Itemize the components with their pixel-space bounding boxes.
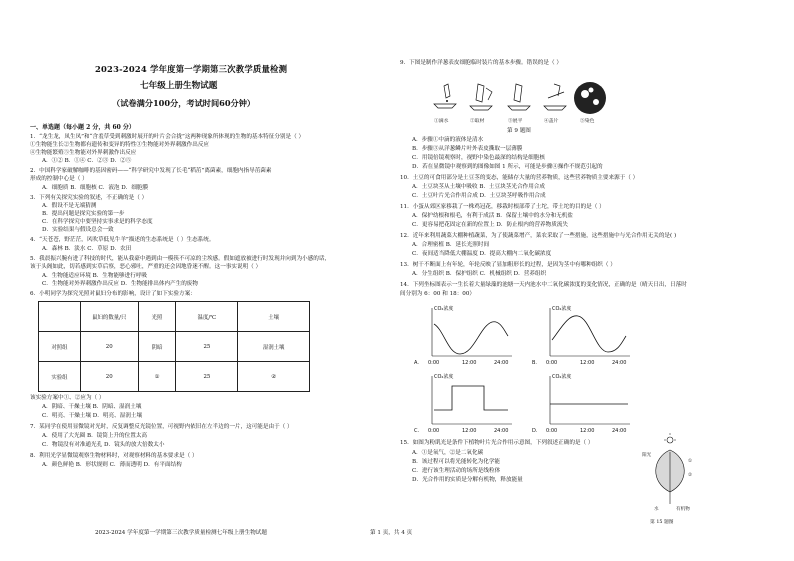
q9-option-c: C．用镜倍镜观察时，视野中染色最深的结构是细胞核 <box>412 155 545 161</box>
q6-header-2: 光照 <box>138 302 176 332</box>
q6-header-0 <box>39 302 81 332</box>
x-tick-12: 12:00 <box>580 360 595 366</box>
q9-option-b: B．步骤③从洋葱鳞片叶外表皮撕取一层薄膜 <box>412 146 523 152</box>
y-axis-label: CO₂浓度 <box>434 306 454 312</box>
x-tick-12: 12:00 <box>462 428 477 434</box>
x-tick-0: 0:00 <box>546 428 558 434</box>
q6-cell: ① <box>138 362 176 392</box>
q8-stem: 8．利用光学显微镜观察生物材料时，对观察材料的基本要求是（ ） <box>30 453 198 459</box>
q9-label-1: ①滴水 <box>434 119 449 124</box>
q6-cell: 25 <box>176 362 238 392</box>
q12-stem: 12．近年来利用蔬菜大棚种植蔬菜，为了使蔬菜增产，菜农采取了一些措施，这些措施中与光合作用无关的是( ) <box>400 233 677 239</box>
q15-option-c: C．进行该生理活动的场所是线粒体 <box>412 468 501 474</box>
microscope-view-icon <box>574 82 606 114</box>
footer-title: 2023-2024 学年度第一学期第三次教学质量检测七年级上册生物试题 <box>95 530 267 536</box>
q9-figure <box>430 78 610 128</box>
q6-question: 该实验方案中①、②应为（ ） <box>30 395 105 401</box>
q12-option-cd: C．夜间适当降低大棚温度 D．提高大棚内二氧化碳浓度 <box>412 251 552 257</box>
q9-label-5: ⑤染色 <box>580 119 595 124</box>
q1-options: A．①② B．①④ C．②③ D．②⑤ <box>42 158 132 164</box>
q6-cell: 阴暗 <box>138 332 176 362</box>
curve-c <box>434 386 508 410</box>
x-tick-24: 24:00 <box>494 428 509 434</box>
q5-option-ab: A．生物能适应环境 B．生物能够进行呼吸 <box>42 273 148 279</box>
q6-cell: 20 <box>80 332 138 362</box>
q10-option-ab: A．土豆块茎从土壤中吸收 B．土豆块茎光合作用合成 <box>412 184 545 190</box>
q6-cell: 实验组 <box>39 362 81 392</box>
q6-header-1: 鼠妇的数量/只 <box>80 302 138 332</box>
q15-option-d: D．光合作用的实质是分解有机物，释放能量 <box>412 477 523 483</box>
q15-caption: 第 15 题图 <box>650 520 674 525</box>
q14-chart-b <box>530 300 640 370</box>
q4-options: A．森林 B．淡水 C．草原 D．农田 <box>42 246 132 252</box>
exam-info: （试卷满分100分，考试时间60分钟） <box>112 98 256 108</box>
q15-option-a: A．①是氧气，②是二氧化碳 <box>412 450 484 456</box>
q3-stem: 3．下列有关探究实验的叙述，不正确的是（ ） <box>30 195 148 201</box>
q10-option-cd: C．土豆叶片光合作用合成 D．土豆块茎呼吸作用合成 <box>412 193 546 199</box>
q3-option-a: A．假设不是无端猜测 <box>42 203 97 209</box>
q6-table <box>38 301 310 392</box>
q2-stem: 2．中国科学家破解咖啡的基因密码——“科学研究中发现了长毛“稻茁”离菌素，细胞内指导茁菌素 <box>30 168 272 174</box>
q2-options: A．细胞质 B．细胞核 C．液泡 D．细胞膜 <box>42 185 149 191</box>
q5-stem: 5．我晨振兴腕有进了科技的时代，能从我豪中遇到由一模筷不可凉的尘埃感。假如遮放被进行时发现并向到为小感的话， <box>30 256 331 262</box>
q7-stem: 7．某同学在使用显微镜对光时，反复调整反光镜位置，可视野内依旧在左半边的一片，这可能是由于（ ） <box>30 424 293 430</box>
q1-stem: 1．“龙生龙，凤生凤”和“含羞草受到刺激时展开的叶片会合拢”这两种现象所体现的生物的基本特征分别是（ ） <box>30 134 305 140</box>
page-number: 第 1 页，共 4 页 <box>370 530 413 536</box>
q6-cell: 对照组 <box>39 332 81 362</box>
q15-label-organic: 有机物 <box>676 507 690 512</box>
q9-caption: 第 9 题图 <box>507 128 531 134</box>
x-tick-0: 0:00 <box>546 360 558 366</box>
q9-stem: 9．下图是制作洋葱表皮细胞临时装片的基本步骤。错误的是（ ） <box>400 60 562 66</box>
q6-option-cd: C．明亮、干燥土壤 D．明亮、湿润土壤 <box>42 413 143 419</box>
q6-cell: 25 <box>176 332 238 362</box>
q14-chart-d <box>530 368 640 438</box>
q15-label-sun: 阳光 <box>642 453 652 458</box>
q13-stem: 13．树干不断面上有年轮，年轮反映了显加粗形长的过程，是因为茎中有哪种组织（ ） <box>400 262 616 268</box>
q6-cell: ② <box>238 362 310 392</box>
q9-label-3: ③展平 <box>508 119 523 124</box>
q5-stem2: 该于头阁如此，切若感到实草后察，恶心邪吐，严重的还会因地昏迷不醒。这一事实说明（ ） <box>30 264 262 270</box>
q6-header-4: 土壤 <box>238 302 310 332</box>
q3-option-c: C．在科学探究中要坚持实事求是的科学态度 <box>42 219 153 225</box>
exam-subtitle: 七年级上册生物试题 <box>140 81 218 91</box>
q14-stem2: 间分别为 6：00 和 18：00） <box>400 291 475 297</box>
q15-leaf-figure <box>640 430 700 520</box>
q1-line2: ①生物能生长②生物都有遗传和变异的特性③生物能对外界刺激作出反应 <box>30 142 210 148</box>
q7-option-cd: C．物镜没有对准通光孔 D．镜头的放大倍数太小 <box>42 442 165 448</box>
x-tick-24: 24:00 <box>612 360 627 366</box>
x-tick-24: 24:00 <box>494 360 509 366</box>
q14-label-a: A. <box>414 360 419 366</box>
q3-option-d: D．实验结果与假设总会一致 <box>42 227 114 233</box>
q11-option-cd: C．更容易把花固定在新的位置上 D．防止根内的营养物质流失 <box>412 222 568 228</box>
q12-option-ab: A．合理密植 B．延长光照时间 <box>412 242 490 248</box>
q10-stem: 10．土豆的可食用部分是土豆茎的变态，能储存大量的营养物质，这些营养物质主要来源于（ ） <box>400 175 639 181</box>
section-heading: 一、单选题（每小题 2 分，共 60 分） <box>30 124 135 131</box>
q15-label-1: ① <box>688 459 693 464</box>
q15-stem: 15．如图为粉肌光是条件下植物叶片光合作用示意图，下列叙述正确的是（ ） <box>400 440 594 446</box>
q9-label-4: ④盖片 <box>544 119 559 124</box>
q4-stem: 4．“天苍苍，野茫茫，风吹草低见牛羊”描述的生态系统是（ ）生态系统。 <box>30 237 215 243</box>
q1-line3: ④生物能繁殖⑤生物能对外界刺激作出反应 <box>30 150 137 156</box>
q14-label-c: C. <box>414 428 420 434</box>
q11-option-ab: A．保护幼根和根毛，有利于成活 B．保留土壤中的水分和无机盐 <box>412 213 573 219</box>
q14-chart-c <box>412 368 522 438</box>
x-tick-12: 12:00 <box>580 428 595 434</box>
q2-stem2: 形成的控制中心是（ ） <box>30 176 88 182</box>
q14-label-d: D. <box>532 428 538 434</box>
q15-label-water: 水 <box>654 507 659 512</box>
y-axis-label: CO₂浓度 <box>552 374 572 380</box>
y-axis-label: CO₂浓度 <box>552 306 572 312</box>
x-tick-0: 0:00 <box>428 428 440 434</box>
q9-label-2: ②取材 <box>470 119 485 124</box>
q7-option-ab: A．使用了大光圈 B．镜筒上升的位置太高 <box>42 433 148 439</box>
q14-label-b: B. <box>532 360 538 366</box>
step-cover-slip-icon <box>544 84 566 110</box>
sun-icon <box>664 433 676 443</box>
y-axis-label: CO₂浓度 <box>434 374 454 380</box>
q15-label-2: ② <box>688 473 693 478</box>
q9-option-d: D．若在显微镜中观察到的图像如图 1 所示，可能是步骤④操作不规范引起的 <box>412 164 603 170</box>
q6-stem: 6．小明同学为探究光照对鼠妇分布的影响，设计了如下实验方案： <box>30 291 196 297</box>
q6-header-3: 温度/℃ <box>176 302 238 332</box>
q15-option-b: B．该过程可以将光能转化为化学能 <box>412 459 501 465</box>
q11-stem: 11．小蛋从郊区家移栽了一株鸡冠花，移栽时根部带了土坨，带土坨的目的是（ ） <box>400 204 605 210</box>
step-drip-icon <box>434 84 456 108</box>
x-tick-24: 24:00 <box>612 428 627 434</box>
q14-chart-a <box>412 300 522 370</box>
q8-options: A．颜色鲜艳 B．形状规则 C．薄而透明 D．有平面结构 <box>42 462 182 468</box>
q9-option-a: A．步骤①中滴的液体是清水 <box>412 137 484 143</box>
x-tick-0: 0:00 <box>428 360 440 366</box>
curve-b <box>552 316 626 352</box>
q6-cell: 20 <box>80 362 138 392</box>
q13-options: A．分生组织 B．保护组织 C．机械组织 D．营养组织 <box>412 271 547 277</box>
step-take-material-icon <box>470 84 492 110</box>
exam-title: 2023-2024 学年度第一学期第三次教学质量检测 <box>95 64 288 74</box>
q6-cell: 湿润土壤 <box>238 332 310 362</box>
x-tick-12: 12:00 <box>462 360 477 366</box>
q5-option-cd: C．生物能对外界刺激作出反应 D．生物能排出体内产生的废物 <box>42 281 198 287</box>
q14-stem: 14．下列坐标图表示一生长着大量绿藻的池塘一天内池水中二氧化碳浓度的变化情况，正确的是（晴天日出，日落时 <box>400 282 687 288</box>
q3-option-b: B．提出问题是探究实验的第一步 <box>42 211 125 217</box>
q6-option-ab: A．阴暗、干燥土壤 B．阴暗、湿润土壤 <box>42 404 142 410</box>
curve-a <box>434 322 508 354</box>
step-spread-icon <box>508 84 530 110</box>
